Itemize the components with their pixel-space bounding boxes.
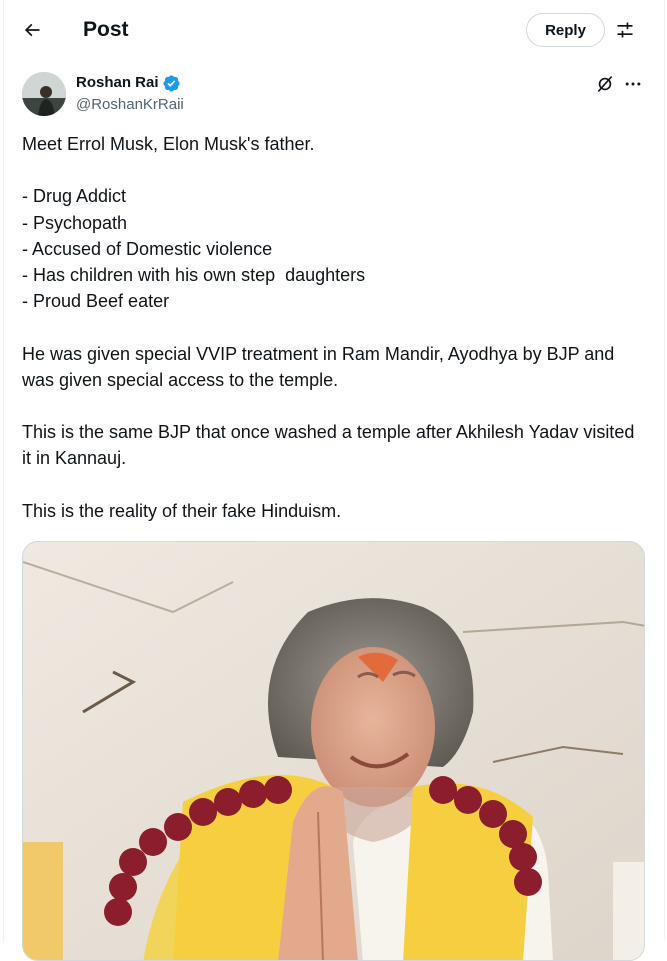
arrow-left-icon [22,20,42,40]
reply-button[interactable]: Reply [526,13,605,47]
avatar[interactable] [22,72,66,116]
author-name[interactable] [76,73,181,93]
more-button[interactable] [622,73,644,95]
more-horizontal-icon [623,74,643,94]
top-bar [0,0,667,60]
avatar-image [22,72,66,116]
grok-icon [595,74,615,94]
settings-button[interactable] [611,16,639,44]
sliders-icon [615,20,635,40]
photo-image [23,542,645,961]
page-title: Post [83,18,129,41]
author-name-text[interactable]: Roshan Rai [76,74,159,91]
tweet-text: Meet Errol Musk, Elon Musk's father. - Drug Addict - Psychopath - Accused of Domestic violence - Has children with his own step daughters - Proud Beef eater He was given special VVIP treatment in Ram Mandir, Ayodhya by BJP and was given special access to the temple. This is the same BJP that once washed a temple after Akhilesh Yadav visited it in Kannauj. This is the reality of their fake Hinduism. [22,134,635,521]
author-handle[interactable]: @RoshanKrRaii [76,96,184,113]
grok-button[interactable] [594,73,616,95]
tweet-photo[interactable] [22,541,645,961]
back-button[interactable] [14,12,50,48]
verified-badge-icon [162,74,181,93]
